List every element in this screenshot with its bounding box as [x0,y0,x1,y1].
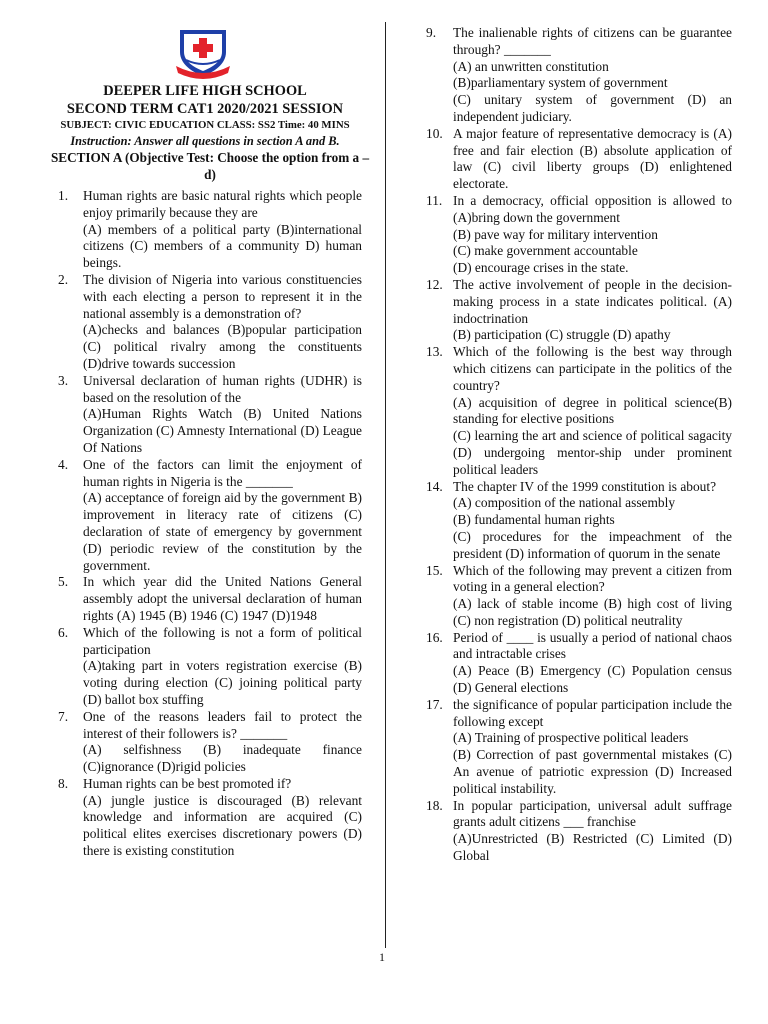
question-number: 5. [58,574,69,590]
question-number: 15. [426,562,443,578]
question-option: (C) learning the art and science of political sagacity (D) undergoing mentor-ship under prominent political leaders [453,428,732,477]
question-number: 9. [426,25,437,40]
question-item [426,25,732,126]
question-column-right [426,25,732,865]
question-stem: the significance of popular participation include the following except [453,696,732,729]
question-number: 10. [426,125,443,141]
question-stem: In a democracy, official opposition is allowed to (A)bring down the government [453,192,732,225]
question-number: 6. [58,624,69,640]
question-option: (A) lack of stable income (B) high cost of living (C) non registration (D) political neutrality [453,596,732,628]
question-number: 16. [426,629,443,645]
question-stem: A major feature of representative democracy is (A) free and fair election (B) absolute application of law (C) civil liberty groups (D) enlightened electorate. [453,125,732,192]
question-options: (A) jungle justice is discouraged (B) relevant knowledge and information are acquired (C) political elites exercises discretionary powers (D) there is existing constitution [83,792,362,859]
instruction-line: Instruction: Answer all questions in section A and B. [70,134,340,148]
column-divider [385,22,386,948]
question-number: 11. [426,192,443,208]
question-number: 14. [426,478,443,494]
page-number: 1 [379,950,385,964]
question-item [426,277,732,344]
question-option: (B) Correction of past governmental mistakes (C) An avenue of patriotic expression (D) Increased political instability. [453,747,732,796]
question-stem: The inalienable rights of citizens can be guarantee through? _______ [453,25,732,57]
question-options: (A) selfishness (B) inadequate finance (C)ignorance (D)rigid policies [83,742,362,775]
question-item [54,188,362,272]
question-options: (A)checks and balances (B)popular participation (C) political rivalry among the constituents (D)drive towards succession [83,322,362,371]
question-stem: Which of the following is not a form of political participation [83,624,362,657]
question-number: 7. [58,708,69,724]
question-item [54,574,362,624]
question-number: 12. [426,276,443,292]
question-number: 18. [426,797,443,813]
question-stem: The active involvement of people in the decision-making process in a state indicates political. (A) indoctrination [453,276,732,326]
question-number: 4. [58,456,69,472]
question-item [54,709,362,776]
question-stem: Human rights are basic natural rights which people enjoy primarily because they are [83,188,362,220]
question-stem: Human rights can be best promoted if? [83,775,292,791]
question-option: (A) Training of prospective political leaders [453,730,689,746]
question-options: (A) members of a political party (B)international citizens (C) members of a community D) human beings. [83,221,362,271]
question-option: (A) Peace (B) Emergency (C) Population census (D) General elections [453,663,732,696]
question-option: (B)parliamentary system of government [453,75,668,91]
question-item [426,193,732,277]
section-title: SECTION A (Objective Test: Choose the option from a – d) [50,150,370,182]
question-option: (C) unitary system of government (D) an independent judiciary. [453,92,732,124]
question-options: (A) acceptance of foreign aid by the government B) improvement in literacy rate of citizens (C) declaration of state of emergency by government (D) periodic review of the constitution by the government. [83,490,362,573]
question-stem: One of the factors can limit the enjoyment of human rights in Nigeria is the _______ [83,456,362,489]
question-column-left [54,188,362,860]
question-item [54,776,362,860]
question-stem: Which of the following may prevent a citizen from voting in a general election? [453,562,732,595]
question-stem: In popular participation, universal adult suffrage grants adult citizens ___ franchise [453,797,732,830]
school-name: DEEPER LIFE HIGH SCHOOL [103,83,307,99]
question-option: (A) an unwritten constitution [453,58,609,74]
question-item [426,630,732,697]
exam-header [40,82,370,183]
question-item [426,697,732,798]
question-number: 2. [58,271,69,287]
question-option: (B) pave way for military intervention [453,226,658,242]
question-option: (A) acquisition of degree in political science(B) standing for elective positions [453,394,732,427]
question-item [54,373,362,457]
question-item [426,126,732,193]
question-stem: In which year did the United Nations General assembly adopt the universal declaration of human rights (A) 1945 (B) 1946 (C) 1947 (D)1948 [83,574,362,623]
question-stem: The division of Nigeria into various constituencies with each electing a person to represent it in the national assembly is a demonstration of? [83,271,362,321]
question-option: (C) make government accountable [453,243,638,259]
question-number: 8. [58,775,69,791]
question-stem: One of the reasons leaders fail to protect the interest of their followers is? _______ [83,708,362,741]
question-number: 3. [58,372,69,388]
question-item [54,272,362,373]
question-options: (A)taking part in voters registration exercise (B) voting during election (C) joining political party (D) ballot box stuffing [83,658,362,707]
question-item [54,625,362,709]
question-option: (B) fundamental human rights [453,512,615,528]
question-stem: The chapter IV of the 1999 constitution is about? [453,478,717,494]
question-item [426,479,732,563]
question-item [426,563,732,630]
question-option: (A)Unrestricted (B) Restricted (C) Limited (D) Global [453,831,732,864]
question-stem: Which of the following is the best way through which citizens can participate in the politics of the country? [453,344,732,393]
question-stem: Period of ____ is usually a period of national chaos and intractable crises [453,629,732,662]
school-crest-icon [172,26,234,82]
question-item [426,344,732,478]
question-option: (A) composition of the national assembly [453,495,676,511]
question-item [426,798,732,865]
question-number: 1. [58,188,69,203]
question-options: (A)Human Rights Watch (B) United Nations Organization (C) Amnesty International (D) League Of Nations [83,406,362,455]
exam-title: SECOND TERM CAT1 2020/2021 SESSION [66,101,344,117]
question-option: (D) encourage crises in the state. [453,260,629,276]
question-option: (B) participation (C) struggle (D) apathy [453,327,671,343]
question-item [54,457,362,575]
question-option: (C) procedures for the impeachment of the president (D) information of quorum in the senate [453,528,732,561]
question-number: 13. [426,344,443,360]
question-stem: Universal declaration of human rights (UDHR) is based on the resolution of the [83,372,362,405]
subject-line: SUBJECT: CIVIC EDUCATION CLASS: SS2 Time: 40 MINS [60,119,350,131]
question-number: 17. [426,696,443,712]
